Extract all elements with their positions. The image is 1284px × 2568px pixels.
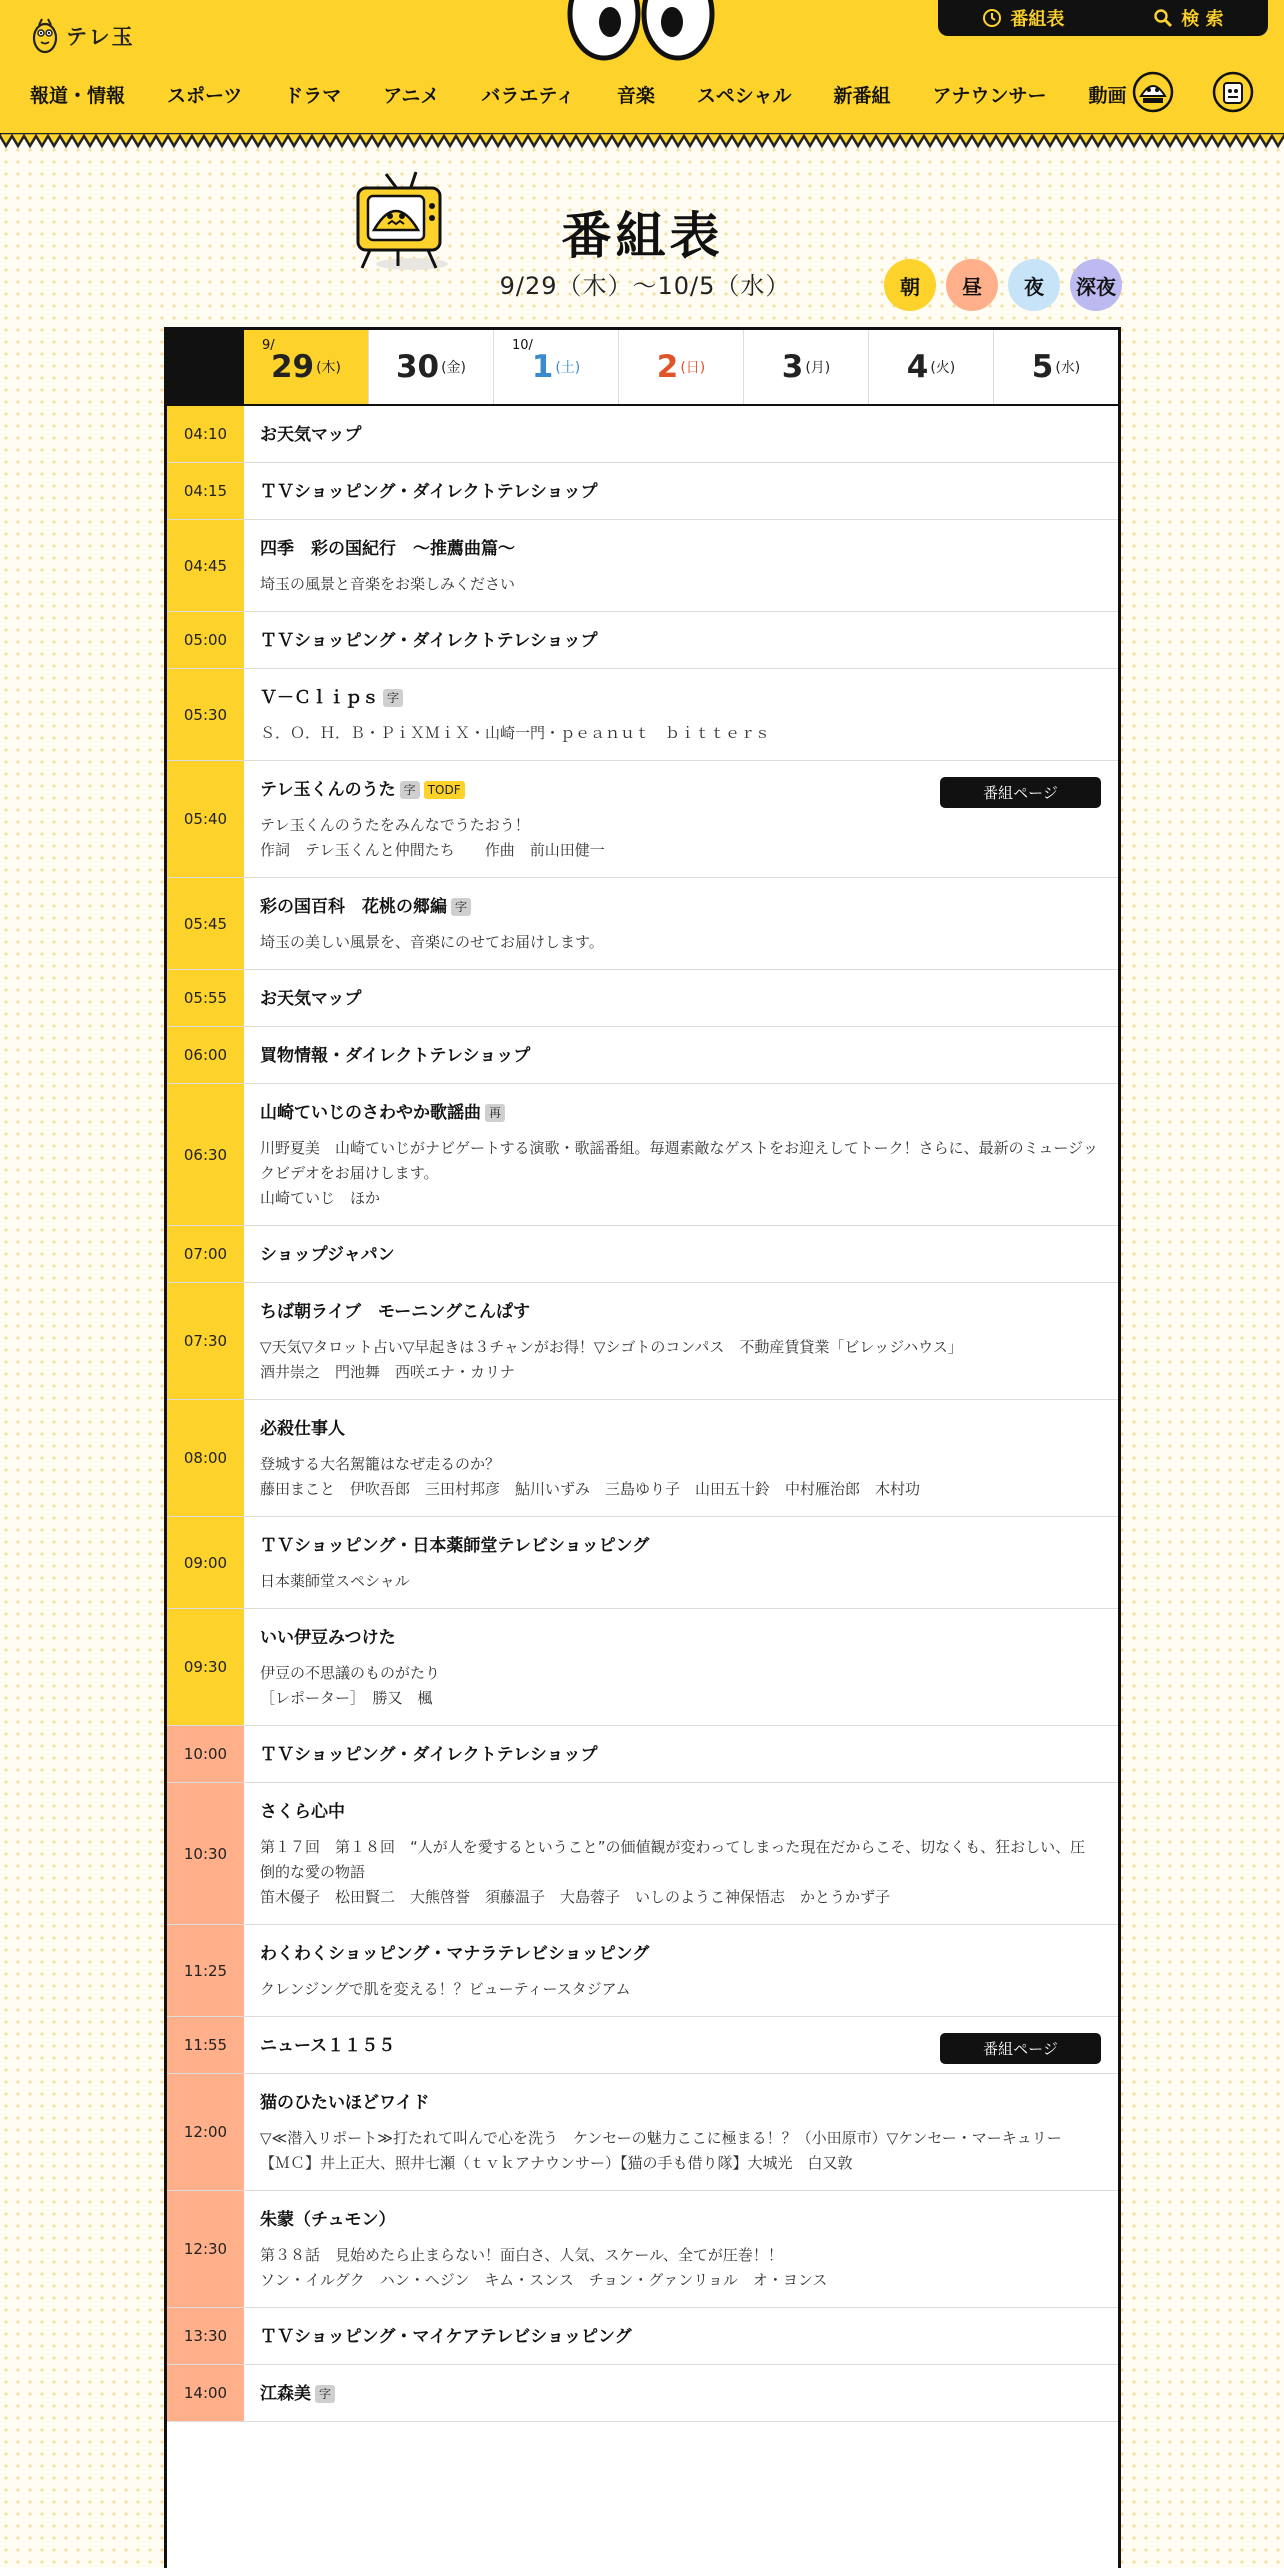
program-badge: TODF xyxy=(424,781,465,799)
program-title[interactable]: 必殺仕事人 xyxy=(260,1419,345,1439)
program-body xyxy=(244,2191,1118,2307)
date-day: 30 xyxy=(395,349,440,385)
program-body xyxy=(244,878,1118,969)
program-row[interactable] xyxy=(167,1283,1118,1400)
program-row[interactable] xyxy=(167,1226,1118,1283)
program-row[interactable] xyxy=(167,669,1118,761)
program-title[interactable]: ＴＶショッピング・ダイレクトテレショップ xyxy=(260,631,598,651)
tv-mascot-illustration xyxy=(352,168,460,272)
tod-morning-label: 朝 xyxy=(900,274,920,299)
date-day: 29 xyxy=(270,349,315,385)
program-title-line xyxy=(260,1625,1100,1651)
program-title-line xyxy=(260,2381,1100,2407)
program-body xyxy=(244,1517,1118,1608)
program-body xyxy=(244,1783,1118,1924)
teletama-ball-icon[interactable] xyxy=(1211,66,1255,116)
page-title: 番組表 xyxy=(561,207,724,265)
date-weekday: (火) xyxy=(930,360,956,376)
program-row[interactable] xyxy=(167,2191,1118,2308)
program-badge: 字 xyxy=(451,898,471,916)
date-day: 2 xyxy=(656,349,679,385)
program-title[interactable]: Ｖ－Ｃｌｉｐｓ xyxy=(260,688,379,708)
program-row[interactable] xyxy=(167,2365,1118,2422)
program-description-line: 埼玉の風景と音楽をお楽しみください xyxy=(260,575,516,593)
program-body xyxy=(244,1226,1118,1282)
program-title[interactable]: 四季 彩の国紀行 ～推薦曲篇～ xyxy=(260,539,515,559)
program-row[interactable] xyxy=(167,1027,1118,1084)
program-row[interactable] xyxy=(167,1517,1118,1609)
program-time: 09:30 xyxy=(167,1609,244,1725)
program-row[interactable] xyxy=(167,2308,1118,2365)
program-time: 10:30 xyxy=(167,1783,244,1924)
program-description-line: 酒井崇之 門池舞 西咲エナ・カリナ xyxy=(260,1363,515,1381)
program-title[interactable]: ショップジャパン xyxy=(260,1245,395,1265)
schedule-grid xyxy=(164,327,1121,2568)
tod-latenight-label: 深夜 xyxy=(1076,274,1116,299)
program-description-line: 第１７回 第１８回 “人が人を愛するということ”の価値観が変わってしまった現在だからこそ、切なくも、狂おしい、圧倒的な愛の物語 xyxy=(260,1838,1086,1881)
date-range: 9/29（木）〜10/5（水） xyxy=(499,272,791,300)
program-title-line xyxy=(260,2207,1100,2233)
date-tab[interactable] xyxy=(619,330,744,404)
search-button[interactable] xyxy=(1153,5,1223,31)
program-title[interactable]: お天気マップ xyxy=(260,425,362,445)
program-page-button[interactable]: 番組ページ xyxy=(940,777,1101,808)
program-title-line xyxy=(260,1242,1100,1268)
nav-item-drama[interactable]: ドラマ xyxy=(284,84,342,107)
program-time: 12:00 xyxy=(167,2074,244,2190)
program-time: 04:10 xyxy=(167,406,244,462)
program-badge: 字 xyxy=(383,689,403,707)
program-row[interactable] xyxy=(167,463,1118,520)
top-utility-bar xyxy=(938,0,1268,36)
program-time: 09:00 xyxy=(167,1517,244,1608)
program-description xyxy=(260,572,1100,597)
program-body xyxy=(244,970,1118,1026)
program-description-line: 作詞 テレ玉くんと仲間たち 作曲 前山田健一 xyxy=(260,841,605,859)
program-description xyxy=(260,2126,1100,2176)
program-description-line: 第３８話 見始めたら止まらない！面白さ、人気、スケール、全てが圧巻！！ xyxy=(260,2246,783,2264)
program-body xyxy=(244,612,1118,668)
tod-evening-label: 夜 xyxy=(1024,274,1044,299)
program-description-line: 藤田まこと 伊吹吾郎 三田村邦彦 鮎川いずみ 三島ゆり子 山田五十鈴 中村雁治郎 木村功 xyxy=(260,1480,921,1498)
site-logo[interactable] xyxy=(30,14,140,58)
site-header xyxy=(0,0,1284,135)
program-description-line: 伊豆の不思議のものがたり xyxy=(260,1664,441,1682)
program-time: 11:55 xyxy=(167,2017,244,2073)
program-title[interactable]: ＴＶショッピング・ダイレクトテレショップ xyxy=(260,1745,598,1765)
program-body xyxy=(244,1925,1118,2016)
program-body xyxy=(244,2308,1118,2364)
program-title-line xyxy=(260,1416,1100,1442)
program-title-line xyxy=(260,1742,1100,1768)
program-title[interactable]: 朱蒙（チュモン） xyxy=(260,2210,396,2230)
program-body xyxy=(244,406,1118,462)
program-body xyxy=(244,463,1118,519)
date-weekday: (木) xyxy=(316,360,342,376)
program-description-line: ソン・イルグク ハン・ヘジン キム・スンス チョン・グァンリョル オ・ヨンス xyxy=(260,2271,828,2289)
program-body xyxy=(244,1283,1118,1399)
program-row[interactable] xyxy=(167,970,1118,1027)
program-row[interactable] xyxy=(167,878,1118,970)
date-corner xyxy=(167,330,244,404)
program-title-line xyxy=(260,1299,1100,1325)
program-body xyxy=(244,669,1118,760)
program-title[interactable]: ＴＶショッピング・マイケアテレビショッピング xyxy=(260,2327,632,2347)
date-month: 10/ xyxy=(512,338,533,353)
program-description xyxy=(260,1835,1100,1910)
nav-item-anime[interactable]: アニメ xyxy=(383,84,440,107)
nav-item-sports[interactable]: スポーツ xyxy=(167,84,243,107)
program-body xyxy=(244,1084,1118,1225)
program-title[interactable]: 猫のひたいほどワイド xyxy=(260,2093,430,2113)
program-title[interactable]: ニュース１１５５ xyxy=(260,2036,396,2056)
program-description xyxy=(260,1136,1100,1211)
date-tab[interactable] xyxy=(369,330,494,404)
clock-icon xyxy=(982,8,1002,28)
program-title[interactable]: わくわくショッピング・マナラテレビショッピング xyxy=(260,1944,650,1964)
program-description xyxy=(260,1569,1100,1594)
program-description-line: ▽天気▽タロット占い▽早起きは３チャンがお得！▽シゴトのコンパス 不動産賃貸業「ビレッジハウス」 xyxy=(260,1338,963,1356)
program-title[interactable]: ちば朝ライブ モーニングこんぱす xyxy=(260,1302,530,1322)
program-row[interactable] xyxy=(167,406,1118,463)
program-body xyxy=(244,1027,1118,1083)
program-description-line: 笛木優子 松田賢二 大熊啓誉 須藤温子 大島蓉子 いしのようこ神保悟志 かとうかず子 xyxy=(260,1888,891,1906)
program-row[interactable] xyxy=(167,761,1118,878)
date-weekday: (水) xyxy=(1055,360,1081,376)
program-description xyxy=(260,1452,1100,1502)
program-description-line: 登城する大名駕籠はなぜ走るのか？ xyxy=(260,1455,501,1473)
program-row[interactable] xyxy=(167,2017,1118,2074)
program-time: 05:30 xyxy=(167,669,244,760)
program-title[interactable]: 彩の国百科 花桃の郷編 xyxy=(260,897,447,917)
program-time: 05:55 xyxy=(167,970,244,1026)
program-time: 05:00 xyxy=(167,612,244,668)
program-time: 07:30 xyxy=(167,1283,244,1399)
program-description-line: テレ玉くんのうたをみんなでうたおう！ xyxy=(260,816,530,834)
schedule-label: 番組表 xyxy=(1010,9,1065,30)
program-title-line xyxy=(260,536,1100,562)
program-title[interactable]: ＴＶショッピング・ダイレクトテレショップ xyxy=(260,482,598,502)
program-time: 04:15 xyxy=(167,463,244,519)
program-row[interactable] xyxy=(167,2074,1118,2191)
nav-item-new-programs[interactable]: 新番組 xyxy=(833,84,891,107)
date-day: 4 xyxy=(906,349,929,385)
program-description xyxy=(260,1661,1100,1711)
mascot-eyes-icon xyxy=(566,0,716,64)
date-weekday: (日) xyxy=(680,360,706,376)
program-title[interactable]: テレ玉くんのうた xyxy=(260,780,396,800)
program-description-line: ▽≪潜入リポート≫打たれて叫んで心を洗う ケンセーの魅力ここに極まる！？（小田原市）▽ケンセー・マーキュリー xyxy=(260,2129,1062,2147)
logo-text: テレ玉 xyxy=(66,25,135,49)
program-time: 10:00 xyxy=(167,1726,244,1782)
program-title[interactable]: 江森美 xyxy=(260,2384,311,2404)
program-title-line xyxy=(260,1799,1100,1825)
program-title-line xyxy=(260,422,1100,448)
program-row[interactable] xyxy=(167,1925,1118,2017)
date-day: 1 xyxy=(531,349,554,385)
program-description-line: 埼玉の美しい風景を、音楽にのせてお届けします。 xyxy=(260,933,604,951)
nav-item-special[interactable]: スペシャル xyxy=(696,84,792,107)
program-row[interactable] xyxy=(167,1783,1118,1925)
program-time: 04:45 xyxy=(167,520,244,611)
program-badge: 再 xyxy=(485,1104,505,1122)
date-month: 9/ xyxy=(262,338,275,353)
nav-item-variety[interactable]: バラエティ xyxy=(481,84,575,107)
program-title-line xyxy=(260,2324,1100,2350)
program-title-line xyxy=(260,986,1100,1012)
tod-noon-button[interactable] xyxy=(946,259,998,311)
program-description xyxy=(260,813,1100,863)
date-day: 3 xyxy=(781,349,804,385)
program-body xyxy=(244,2365,1118,2421)
program-title[interactable]: いい伊豆みつけた xyxy=(260,1628,396,1648)
program-badge: 字 xyxy=(400,781,420,799)
program-row[interactable] xyxy=(167,520,1118,612)
program-description-line: クレンジングで肌を変える！？ビューティースタジアム xyxy=(260,1980,631,1998)
program-body xyxy=(244,1726,1118,1782)
program-row[interactable] xyxy=(167,1609,1118,1726)
program-description xyxy=(260,1335,1100,1385)
program-description-line: ［レポーター］ 勝又 楓 xyxy=(260,1689,433,1707)
program-time: 14:00 xyxy=(167,2365,244,2421)
program-description-line: 【ＭＣ】井上正大、照井七瀬（ｔｖｋアナウンサー）【猫の手も借り隊】大城光 白又敦 xyxy=(260,2154,853,2172)
program-description xyxy=(260,930,1100,955)
program-time: 06:00 xyxy=(167,1027,244,1083)
program-title-line xyxy=(260,1941,1100,1967)
program-time: 05:45 xyxy=(167,878,244,969)
program-title[interactable]: 買物情報・ダイレクトテレショップ xyxy=(260,1046,531,1066)
schedule-button[interactable] xyxy=(982,5,1064,31)
program-time: 13:30 xyxy=(167,2308,244,2364)
search-label: 検 索 xyxy=(1181,9,1224,30)
date-day: 5 xyxy=(1031,349,1054,385)
program-description xyxy=(260,721,1100,746)
program-description-line: Ｓ．Ｏ．Ｈ．Ｂ・ＰｉＸＭｉＸ・山崎一門・ｐｅａｎｕｔ ｂｉｔｔｅｒｓ xyxy=(260,724,771,742)
program-title-line xyxy=(260,1533,1100,1559)
program-row[interactable] xyxy=(167,1084,1118,1226)
program-title-line xyxy=(260,685,1100,711)
header-zigzag-edge xyxy=(0,133,1284,149)
program-time: 08:00 xyxy=(167,1400,244,1516)
tod-morning-button[interactable] xyxy=(884,259,936,311)
program-title[interactable]: 山崎ていじのさわやか歌謡曲 xyxy=(260,1103,481,1123)
program-description-line: 日本薬師堂スペシャル xyxy=(260,1572,410,1590)
nav-item-announcer[interactable]: アナウンサー xyxy=(932,84,1047,107)
program-row[interactable] xyxy=(167,1726,1118,1783)
program-body xyxy=(244,2074,1118,2190)
program-time: 06:30 xyxy=(167,1084,244,1225)
tod-latenight-button[interactable] xyxy=(1070,259,1122,311)
date-tab[interactable] xyxy=(994,330,1118,404)
program-time: 05:40 xyxy=(167,761,244,877)
program-title-line xyxy=(260,479,1100,505)
program-title-line xyxy=(260,1043,1100,1069)
program-title-line xyxy=(260,894,1100,920)
program-description xyxy=(260,1977,1100,2002)
program-description-line: 川野夏美 山崎ていじがナビゲートする演歌・歌謡番組。毎週素敵なゲストをお迎えしてトーク！さらに、最新のミュージックビデオをお届けします。 xyxy=(260,1139,1099,1182)
date-weekday: (月) xyxy=(805,360,831,376)
program-title-line xyxy=(260,1100,1100,1126)
nav-item-news[interactable]: 報道・情報 xyxy=(30,84,126,107)
program-body xyxy=(244,1400,1118,1516)
date-tab[interactable] xyxy=(244,330,369,404)
tod-evening-button[interactable] xyxy=(1008,259,1060,311)
program-time: 12:30 xyxy=(167,2191,244,2307)
program-row[interactable] xyxy=(167,1400,1118,1517)
program-time: 07:00 xyxy=(167,1226,244,1282)
program-title[interactable]: さくら心中 xyxy=(260,1802,345,1822)
teletama-kun-icon[interactable] xyxy=(1131,66,1175,116)
program-title[interactable]: お天気マップ xyxy=(260,989,362,1009)
date-tab[interactable] xyxy=(744,330,869,404)
date-weekday: (金) xyxy=(441,360,467,376)
tod-noon-label: 昼 xyxy=(962,274,982,299)
search-icon xyxy=(1153,8,1173,28)
program-badge: 字 xyxy=(315,2385,335,2403)
program-list xyxy=(167,406,1118,2422)
program-body xyxy=(244,520,1118,611)
program-description-line: 山崎ていじ ほか xyxy=(260,1189,381,1207)
program-time: 11:25 xyxy=(167,1925,244,2016)
program-body xyxy=(244,1609,1118,1725)
program-row[interactable] xyxy=(167,612,1118,669)
program-description xyxy=(260,2243,1100,2293)
nav-item-music[interactable]: 音楽 xyxy=(616,84,655,107)
date-weekday: (土) xyxy=(555,360,581,376)
date-header-row xyxy=(167,330,1118,406)
nav-item-video[interactable]: 動画 xyxy=(1088,84,1127,107)
program-page-button[interactable]: 番組ページ xyxy=(940,2033,1101,2064)
program-title-line xyxy=(260,628,1100,654)
teletama-mascot-icon xyxy=(30,16,60,56)
date-tab[interactable] xyxy=(869,330,994,404)
program-title-line xyxy=(260,2090,1100,2116)
program-title[interactable]: ＴＶショッピング・日本薬師堂テレビショッピング xyxy=(260,1536,650,1556)
main-nav xyxy=(30,76,1127,112)
date-tab[interactable] xyxy=(494,330,619,404)
